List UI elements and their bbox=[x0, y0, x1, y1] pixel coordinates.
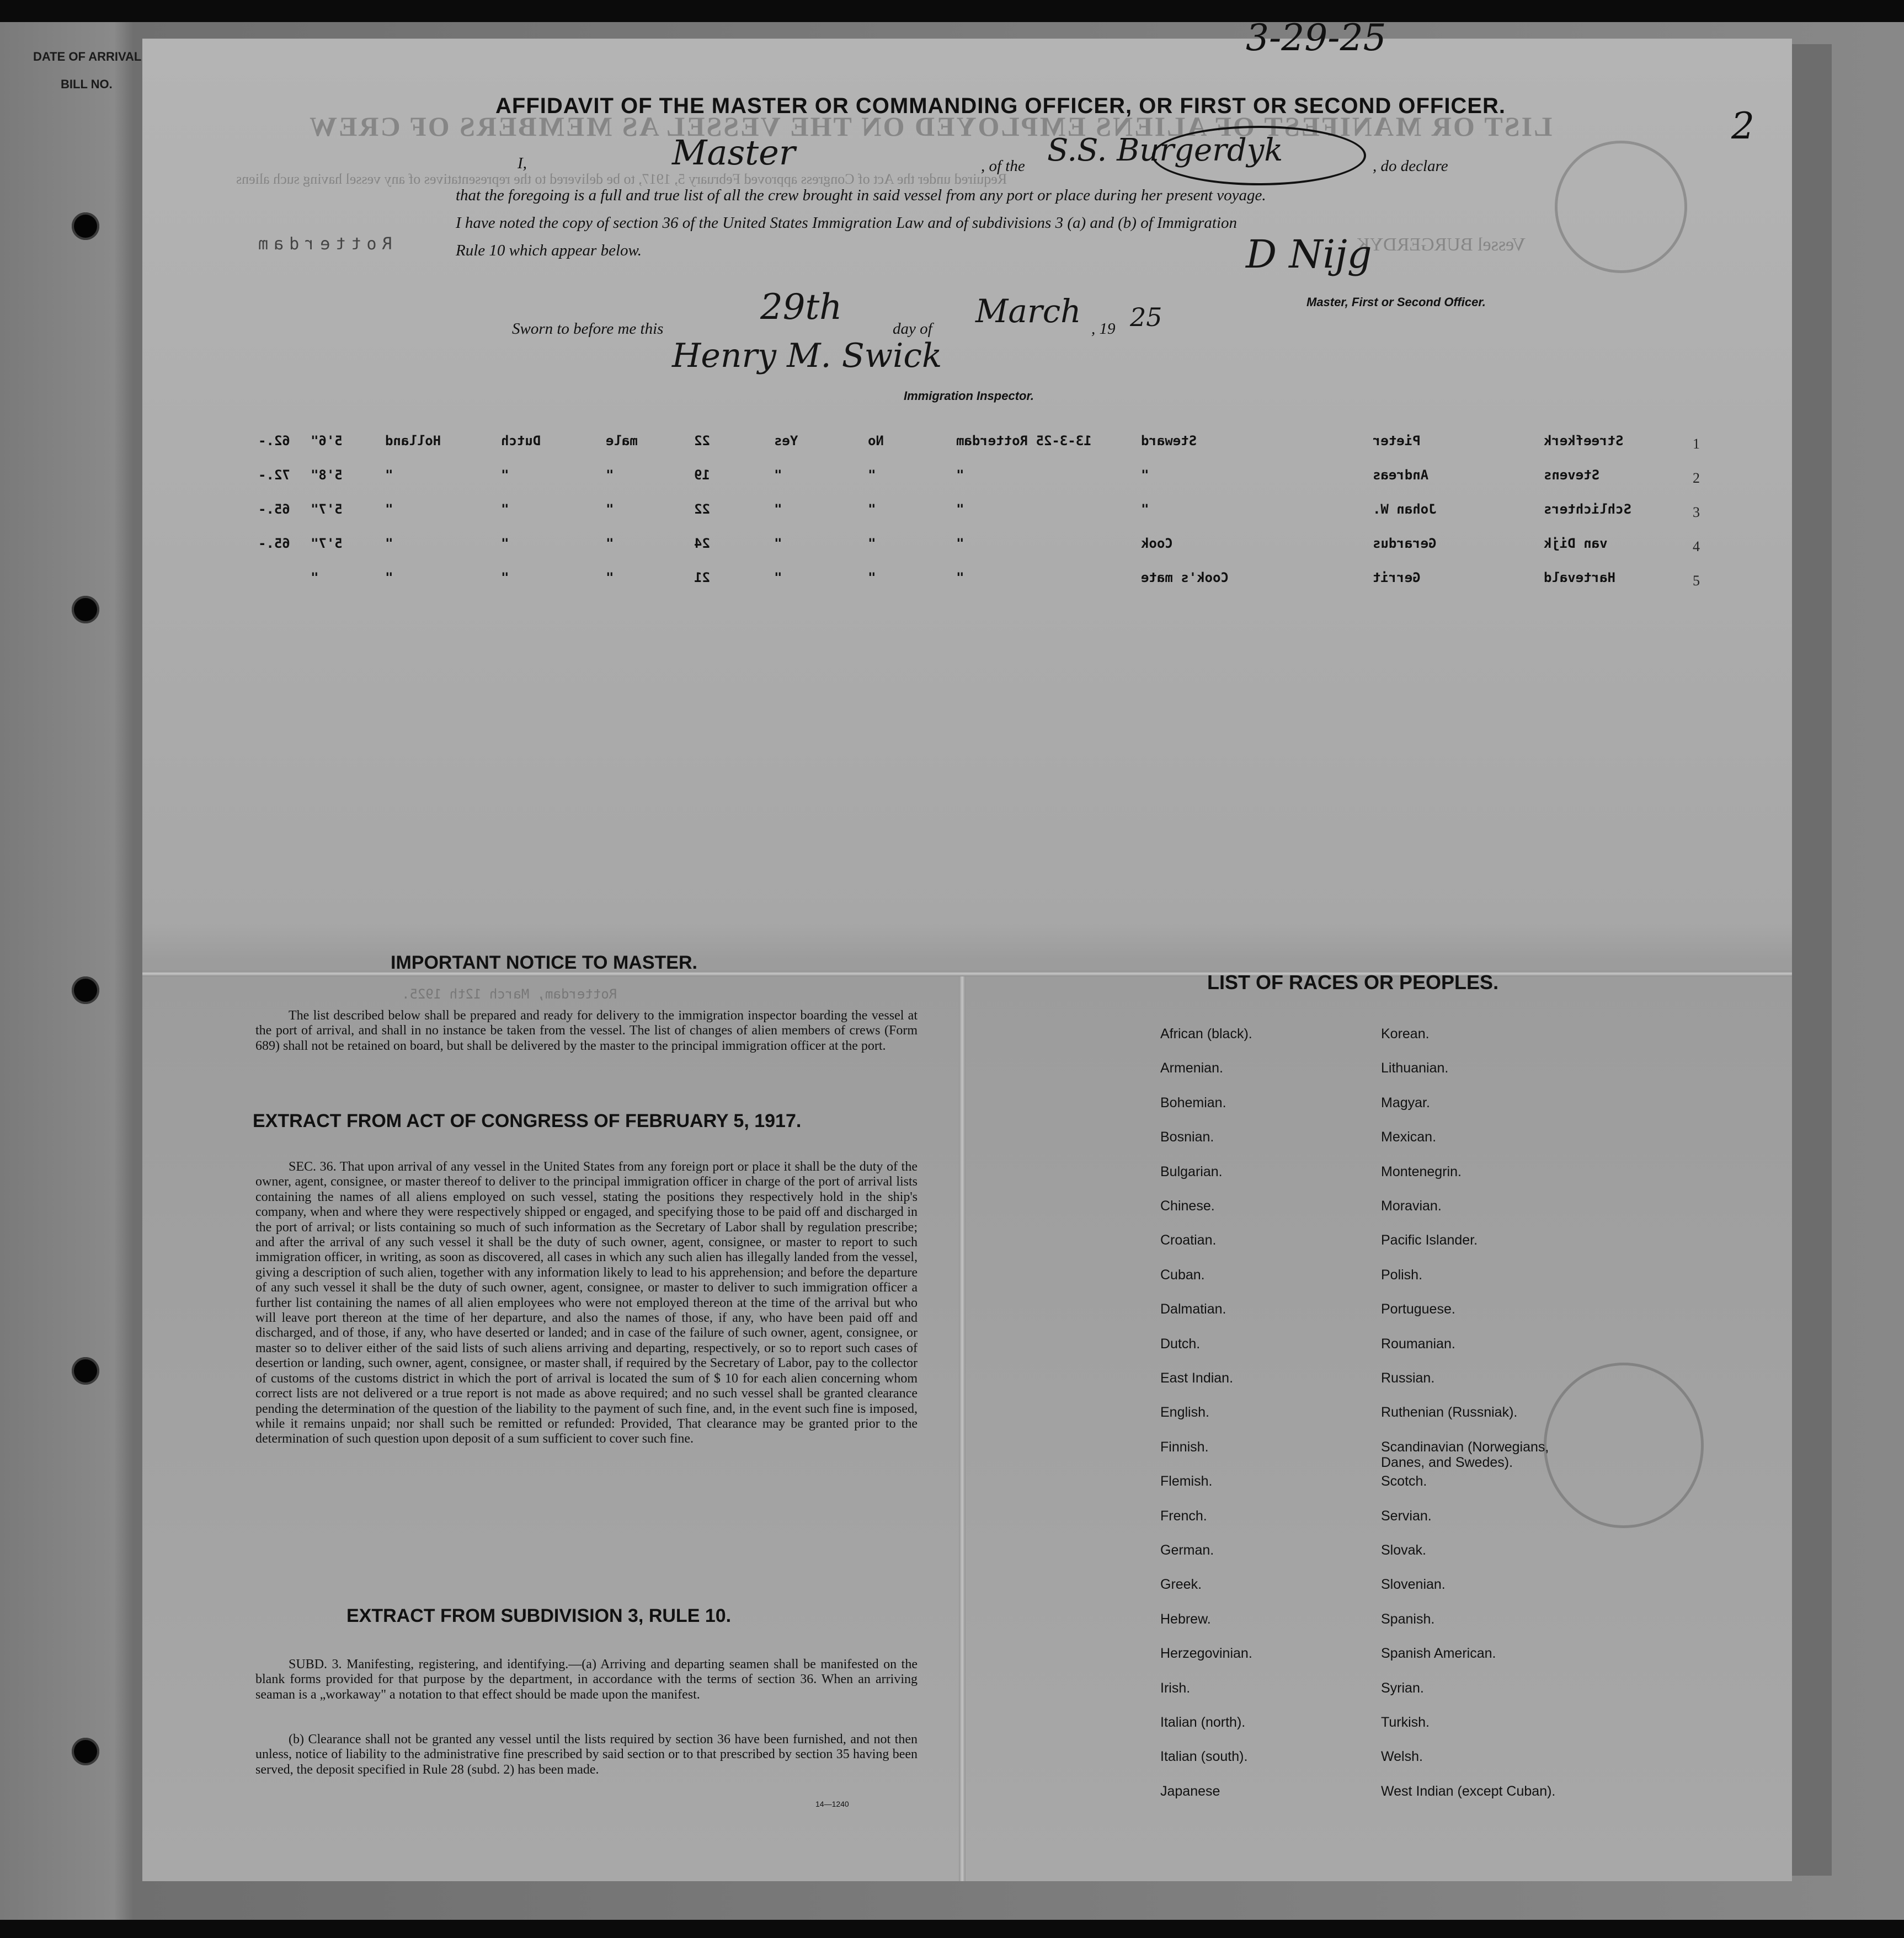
races-title: LIST OF RACES OR PEOPLES. bbox=[1207, 971, 1499, 994]
row-number: 4 bbox=[1693, 538, 1700, 554]
crew-cell-nat: " bbox=[385, 501, 393, 517]
crew-cell-age: 21 bbox=[694, 570, 710, 585]
crew-cell-where: " bbox=[956, 467, 964, 483]
vessel-name-handwriting: S.S. Burgerdyk bbox=[1047, 132, 1283, 168]
crew-cell-nat: " bbox=[385, 467, 393, 483]
crew-cell-height: " bbox=[311, 570, 319, 585]
race-item: Pacific Islander. bbox=[1381, 1232, 1478, 1248]
master-position-handwriting: Master bbox=[672, 132, 796, 173]
crew-cell-race: " bbox=[501, 536, 509, 551]
crew-cell-age: 22 bbox=[694, 433, 710, 449]
crew-row bbox=[258, 570, 1715, 592]
inspector-signature: Henry M. Swick bbox=[672, 337, 942, 375]
punch-hole bbox=[72, 1357, 99, 1385]
crew-cell-weight: 65.- bbox=[258, 501, 290, 517]
race-item: Finnish. bbox=[1160, 1439, 1209, 1455]
crew-cell-where: " bbox=[956, 570, 964, 585]
act-extract-title: EXTRACT FROM ACT OF CONGRESS OF FEBRUARY 5, 1917. bbox=[253, 1111, 802, 1131]
race-item: Japanese bbox=[1160, 1783, 1220, 1799]
crew-cell-race: " bbox=[501, 501, 509, 517]
crew-row bbox=[258, 536, 1715, 558]
race-item: Flemish. bbox=[1160, 1473, 1213, 1489]
race-item: Polish. bbox=[1381, 1267, 1423, 1283]
inspector-label: Immigration Inspector. bbox=[904, 389, 1034, 403]
of-the-label: , of the bbox=[981, 157, 1025, 175]
race-item: West Indian (except Cuban). bbox=[1381, 1783, 1556, 1799]
crew-cell-height: 5'8" bbox=[311, 467, 343, 483]
crew-cell-age: 19 bbox=[694, 467, 710, 483]
crew-row bbox=[258, 501, 1715, 524]
affidavit-title: AFFIDAVIT OF THE MASTER OR COMMANDING OFFICER, OR FIRST OR SECOND OFFICER. bbox=[495, 94, 1506, 118]
do-declare-label: , do declare bbox=[1373, 157, 1448, 175]
crew-cell-given: Andreas bbox=[1373, 467, 1429, 483]
race-item: English. bbox=[1160, 1405, 1209, 1421]
crew-cell-sex: " bbox=[606, 536, 614, 551]
crew-cell-paid: " bbox=[868, 467, 876, 483]
race-item: Bosnian. bbox=[1160, 1129, 1214, 1145]
race-item: Turkish. bbox=[1381, 1715, 1430, 1730]
race-item: Slovenian. bbox=[1381, 1577, 1446, 1593]
crew-row bbox=[258, 433, 1715, 455]
race-item: Armenian. bbox=[1160, 1060, 1223, 1076]
crew-cell-weight: 65.- bbox=[258, 536, 290, 551]
race-item: African (black). bbox=[1160, 1026, 1252, 1042]
sworn-label: Sworn to before me this bbox=[512, 320, 664, 338]
race-item: Moravian. bbox=[1381, 1198, 1442, 1214]
crew-cell-able: " bbox=[774, 501, 782, 517]
vertical-fold bbox=[959, 976, 966, 1881]
race-item: Scotch. bbox=[1381, 1473, 1427, 1489]
race-item: Chinese. bbox=[1160, 1198, 1215, 1214]
race-item: Bohemian. bbox=[1160, 1095, 1226, 1111]
notice-text: The list described below shall be prepared and ready for delivery to the immigration inspector boarding the vessel at the port of arrival, and shall in no instance be taken from the vessel. The list of changes of alien members of crews (Form 689) shall not be retained on board, but shall be delivered by the master to the principal immigration officer at the port. bbox=[255, 1008, 918, 1053]
crew-cell-given: Gerrit bbox=[1373, 570, 1421, 585]
ghost-manifest-title: LIST OR MANIFEST OF ALIENS EMPLOYED ON THE VESSEL AS MEMBERS OF CREW bbox=[308, 111, 1553, 142]
crew-cell-given: Pieter bbox=[1373, 433, 1421, 449]
race-item: Dalmatian. bbox=[1160, 1301, 1226, 1317]
race-item: Servian. bbox=[1381, 1508, 1432, 1524]
race-item: Mexican. bbox=[1381, 1129, 1437, 1145]
crew-cell-height: 5'7" bbox=[311, 501, 343, 517]
punch-hole bbox=[72, 1738, 99, 1765]
race-item: Russian. bbox=[1381, 1370, 1435, 1386]
crew-cell-race: " bbox=[501, 570, 509, 585]
form-number: 14—1240 bbox=[815, 1800, 849, 1808]
race-item: Ruthenian (Russniak). bbox=[1381, 1405, 1518, 1421]
punch-hole bbox=[72, 976, 99, 1004]
officer-signature: D Nijg bbox=[1246, 232, 1372, 277]
crew-cell-family: van Dijk bbox=[1544, 536, 1608, 551]
race-item: Dutch. bbox=[1160, 1336, 1201, 1352]
year-prefix: , 19 bbox=[1091, 320, 1116, 338]
ghost-port: Rotterdam bbox=[253, 234, 392, 254]
crew-cell-nat: " bbox=[385, 536, 393, 551]
race-item: Herzegovinian. bbox=[1160, 1646, 1252, 1662]
race-item: Spanish American. bbox=[1381, 1646, 1496, 1662]
crew-cell-where: " bbox=[956, 536, 964, 551]
crew-cell-race: " bbox=[501, 467, 509, 483]
crew-cell-height: 5'6" bbox=[311, 433, 343, 449]
crew-cell-weight: 62.- bbox=[258, 433, 290, 449]
crew-cell-height: 5'7" bbox=[311, 536, 343, 551]
affidavit-i-label: I, bbox=[518, 154, 527, 172]
race-item: Italian (south). bbox=[1160, 1749, 1248, 1765]
crew-cell-given: Johan W. bbox=[1373, 501, 1437, 517]
crew-row bbox=[258, 467, 1715, 489]
crew-cell-able: " bbox=[774, 467, 782, 483]
crew-cell-age: 24 bbox=[694, 536, 710, 551]
crew-cell-sex: " bbox=[606, 501, 614, 517]
back-bill-label: BILL NO. bbox=[61, 77, 113, 91]
arrival-date-mark: 3-29-25 bbox=[1246, 17, 1386, 59]
crew-cell-paid: " bbox=[868, 570, 876, 585]
row-number: 3 bbox=[1693, 504, 1700, 520]
crew-cell-race: Dutch bbox=[501, 433, 541, 449]
sworn-year-handwriting: 25 bbox=[1130, 302, 1162, 332]
crew-cell-weight: 72.- bbox=[258, 467, 290, 483]
race-item: East Indian. bbox=[1160, 1370, 1234, 1386]
crew-cell-where: 13-3-25 Rotterdam bbox=[956, 433, 1092, 449]
crew-cell-family: Stevens bbox=[1544, 467, 1600, 483]
punch-hole bbox=[72, 212, 99, 240]
crew-cell-sex: " bbox=[606, 467, 614, 483]
officer-signature-label: Master, First or Second Officer. bbox=[1306, 295, 1486, 309]
crew-cell-given: Gerardus bbox=[1373, 536, 1437, 551]
row-number: 2 bbox=[1693, 470, 1700, 486]
crew-cell-paid: " bbox=[868, 536, 876, 551]
race-item: Hebrew. bbox=[1160, 1611, 1211, 1627]
race-item: Greek. bbox=[1160, 1577, 1202, 1593]
crew-cell-position: Cook's mate bbox=[1141, 570, 1229, 585]
race-item: Italian (north). bbox=[1160, 1715, 1246, 1730]
crew-cell-sex: male bbox=[606, 433, 638, 449]
race-item: Cuban. bbox=[1160, 1267, 1205, 1283]
crew-cell-where: " bbox=[956, 501, 964, 517]
crew-cell-able: Yes bbox=[774, 433, 798, 449]
race-item: French. bbox=[1160, 1508, 1207, 1524]
affidavit-line-4: Rule 10 which appear below. bbox=[456, 242, 642, 259]
back-date-label: DATE OF ARRIVAL bbox=[33, 50, 142, 63]
race-item: Syrian. bbox=[1381, 1680, 1424, 1696]
race-item: German. bbox=[1160, 1542, 1214, 1558]
crew-cell-nat: Holland bbox=[385, 433, 441, 449]
crew-cell-paid: No bbox=[868, 433, 884, 449]
crew-cell-able: " bbox=[774, 570, 782, 585]
race-item: Croatian. bbox=[1160, 1232, 1217, 1248]
ghost-seal bbox=[1555, 141, 1687, 273]
row-number: 5 bbox=[1693, 573, 1700, 589]
race-item: Bulgarian. bbox=[1160, 1163, 1223, 1179]
horizontal-fold bbox=[142, 971, 1792, 976]
crew-cell-able: " bbox=[774, 536, 782, 551]
crew-cell-age: 22 bbox=[694, 501, 710, 517]
row-number: 1 bbox=[1693, 436, 1700, 452]
crew-cell-family: Hartevald bbox=[1544, 570, 1616, 585]
ghost-required-line: Required under the Act of Congress approved February 5, 1917, to be delivered to the representatives of any vessel having such aliens bbox=[236, 171, 1007, 187]
vessel-name-circle bbox=[1152, 126, 1366, 185]
day-of-label: day of bbox=[893, 320, 932, 338]
crew-cell-position: Steward bbox=[1141, 433, 1197, 449]
ghost-vessel: Vessel BURGERDYK bbox=[1356, 234, 1526, 255]
rule-extract-text-a: SUBD. 3. Manifesting, registering, and identifying.—(a) Arriving and departing seamen shall be manifested on the blank forms provided for that purpose by the department, in accordance with the terms of section 36. When an arriving seaman is a „workaway" a notation to that effect should be made upon the manifest. bbox=[255, 1657, 918, 1702]
sworn-month-handwriting: March bbox=[975, 292, 1081, 330]
rule-extract-title: EXTRACT FROM SUBDIVISION 3, RULE 10. bbox=[346, 1605, 732, 1626]
crew-cell-position: " bbox=[1141, 501, 1149, 517]
crew-cell-sex: " bbox=[606, 570, 614, 585]
race-item: Welsh. bbox=[1381, 1749, 1423, 1765]
ghost-seal bbox=[1544, 1363, 1704, 1528]
ghost-date-line: Rotterdam, March 12th 1925. bbox=[402, 986, 617, 1002]
crew-cell-position: Cook bbox=[1141, 536, 1173, 551]
page-number-mark: 2 bbox=[1731, 105, 1754, 147]
crew-cell-nat: " bbox=[385, 570, 393, 585]
act-extract-text: SEC. 36. That upon arrival of any vessel in the United States from any foreign port or place it shall be the duty of the owner, agent, consignee, or master thereof to deliver to the principal immigration officer in charge of the port of arrival lists containing the names of all aliens employed on such vessel, stating the positions they respectively hold in the ship's company, when and where they were respectively shipped or engaged, and specifying those to be paid off and discharged in the port of arrival; or lists containing so much of such information as the Secretary of Labor shall by regulation prescribe; and after the arrival of any such vessel it shall be the duty of such owner, agent, consignee, or master to report to such immigration officer, in writing, as soon as discovered, all cases in which any such alien has illegally landed from the vessel, giving a description of such alien, together with any information likely to lead to his apprehension; and before the departure of any such vessel it shall be the duty of such owner, agent, consignee, or master to deliver to such immigration officer a further list containing the names of all alien employees who were not employed thereon at the time of the arrival but who will leave port thereon at the time of her departure, and also the names of those, if any, who have been paid off and discharged, and of those, if any, who have deserted or landed; and in case of the failure of such owner, agent, consignee, or master so to deliver either of the said lists of such aliens arriving and departing, respectively, or so to report such cases of desertion or landing, such owner, agent, consignee, or master shall, if required by the Secretary of Labor, pay to the collector of customs of the customs district in which the port of arrival is located the sum of $ 10 for each alien concerning whom correct lists are not delivered or a true report is not made as above required; and no such vessel shall be granted clearance pending the determination of the question of the liability to the payment of such fine, and, in the event such fine is imposed, while it remains unpaid; nor shall such be remitted or refunded: Provided, That clearance may be granted prior to the determination of such question upon deposit of a sum sufficient to cover such fine. bbox=[255, 1160, 918, 1446]
crew-cell-family: Schlichters bbox=[1544, 501, 1631, 517]
race-item: Slovak. bbox=[1381, 1542, 1426, 1558]
race-item: Magyar. bbox=[1381, 1095, 1430, 1111]
crew-cell-family: Streefkerk bbox=[1544, 433, 1624, 449]
race-item: Irish. bbox=[1160, 1680, 1191, 1696]
manifest-page bbox=[142, 17, 1792, 1881]
affidavit-line-3: I have noted the copy of section 36 of the United States Immigration Law and of subdivisions 3 (a) and (b) of Immigration bbox=[456, 214, 1238, 232]
race-item: Scandinavian (Norwegians, Danes, and Swedes). bbox=[1381, 1439, 1549, 1470]
crew-cell-position: " bbox=[1141, 467, 1149, 483]
notice-title: IMPORTANT NOTICE TO MASTER. bbox=[391, 952, 697, 973]
affidavit-line-2: that the foregoing is a full and true list of all the crew brought in said vessel from any port or place during her present voyage. bbox=[456, 186, 1266, 204]
race-item: Montenegrin. bbox=[1381, 1163, 1462, 1179]
race-item: Roumanian. bbox=[1381, 1336, 1455, 1352]
rule-extract-text-b: (b) Clearance shall not be granted any vessel until the lists required by section 36 have been furnished, and not then unless, notice of liability to the administrative fine prescribed by said section or to that prescribed by section 35 having been served, the deposit specified in Rule 28 (subd. 2) has been made. bbox=[255, 1732, 918, 1777]
race-item: Lithuanian. bbox=[1381, 1060, 1449, 1076]
race-item: Korean. bbox=[1381, 1026, 1430, 1042]
crew-cell-paid: " bbox=[868, 501, 876, 517]
race-item: Spanish. bbox=[1381, 1611, 1435, 1627]
punch-hole bbox=[72, 596, 99, 623]
sworn-day-handwriting: 29th bbox=[760, 287, 842, 328]
race-item: Portuguese. bbox=[1381, 1301, 1455, 1317]
